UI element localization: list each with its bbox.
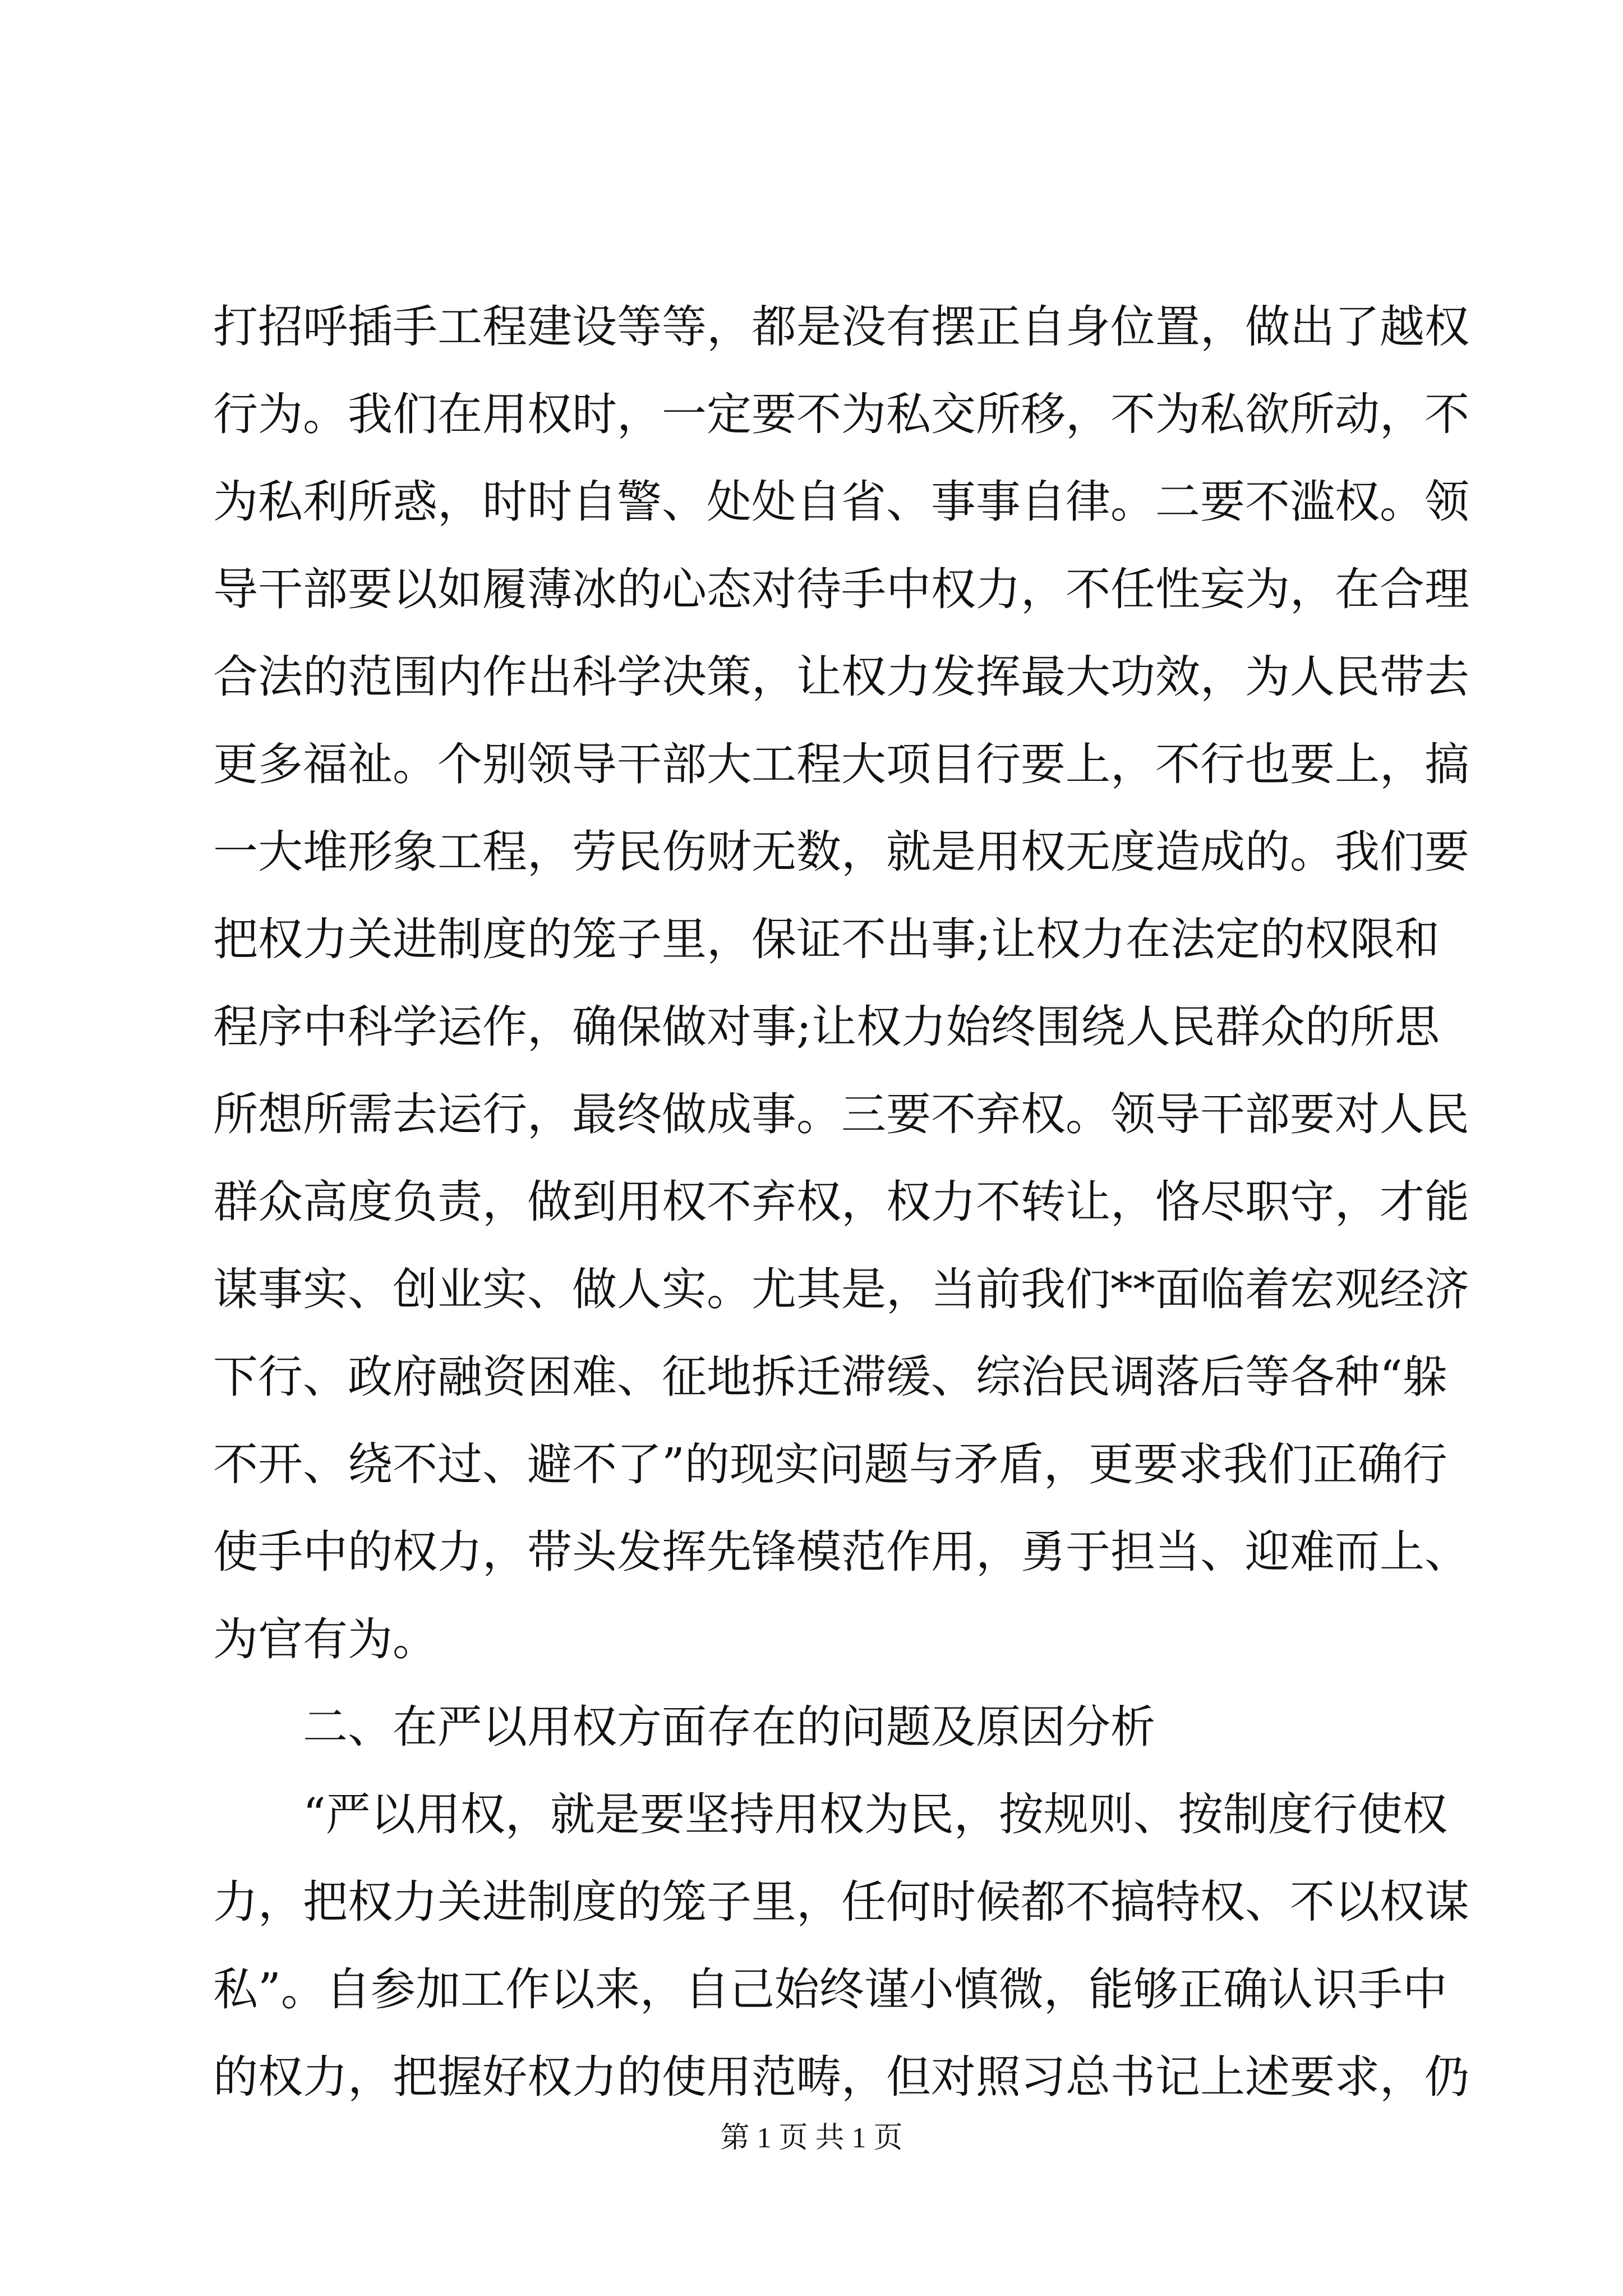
text-line: 导干部要以如履薄冰的心态对待手中权力，不任性妄为，在合理 <box>213 563 1469 615</box>
text-line: 为私利所惑，时时自警、处处自省、事事自律。二要不滥权。领 <box>213 476 1469 528</box>
text-line: 谋事实、创业实、做人实。尤其是，当前我们**面临着宏观经济 <box>213 1263 1469 1315</box>
text-line: 程序中科学运作，确保做对事;让权力始终围绕人民群众的所思 <box>213 1001 1440 1053</box>
text-line: 使手中的权力，带头发挥先锋模范作用，勇于担当、迎难而上、 <box>213 1526 1469 1578</box>
page-footer <box>0 2114 1623 2156</box>
text-line: 的权力，把握好权力的使用范畴，但对照习总书记上述要求，仍 <box>213 2051 1469 2103</box>
text-line: 把权力关进制度的笼子里，保证不出事;让权力在法定的权限和 <box>213 913 1440 965</box>
text-line: “严以用权，就是要坚持用权为民，按规则、按制度行使权 <box>303 1788 1447 1841</box>
text-line: 群众高度负责，做到用权不弃权，权力不转让，恪尽职守，才能 <box>213 1176 1469 1228</box>
body-text <box>213 283 1469 2121</box>
text-line: 打招呼插手工程建设等等，都是没有摆正自身位置，做出了越权 <box>213 301 1469 353</box>
text-line: 为官有为。 <box>213 1613 437 1665</box>
page-number-label: 第 1 页 共 1 页 <box>720 2122 903 2154</box>
text-line: 一大堆形象工程，劳民伤财无数，就是用权无度造成的。我们要 <box>213 826 1469 878</box>
text-line: 私”。自参加工作以来，自己始终谨小慎微，能够正确认识手中 <box>213 1963 1447 2016</box>
section-heading: 二、在严以用权方面存在的问题及原因分析 <box>303 1701 1155 1753</box>
text-line: 力，把权力关进制度的笼子里，任何时候都不搞特权、不以权谋 <box>213 1876 1469 1928</box>
text-line: 下行、政府融资困难、征地拆迁滞缓、综治民调落后等各种“躲 <box>213 1351 1447 1403</box>
text-line: 更多福祉。个别领导干部大工程大项目行要上，不行也要上，搞 <box>213 738 1469 790</box>
text-line: 所想所需去运行，最终做成事。三要不弃权。领导干部要对人民 <box>213 1088 1469 1140</box>
text-line: 合法的范围内作出科学决策，让权力发挥最大功效，为人民带去 <box>213 651 1469 703</box>
text-line: 行为。我们在用权时，一定要不为私交所移，不为私欲所动，不 <box>213 388 1469 440</box>
text-line: 不开、绕不过、避不了”的现实问题与矛盾，更要求我们正确行 <box>213 1438 1447 1490</box>
